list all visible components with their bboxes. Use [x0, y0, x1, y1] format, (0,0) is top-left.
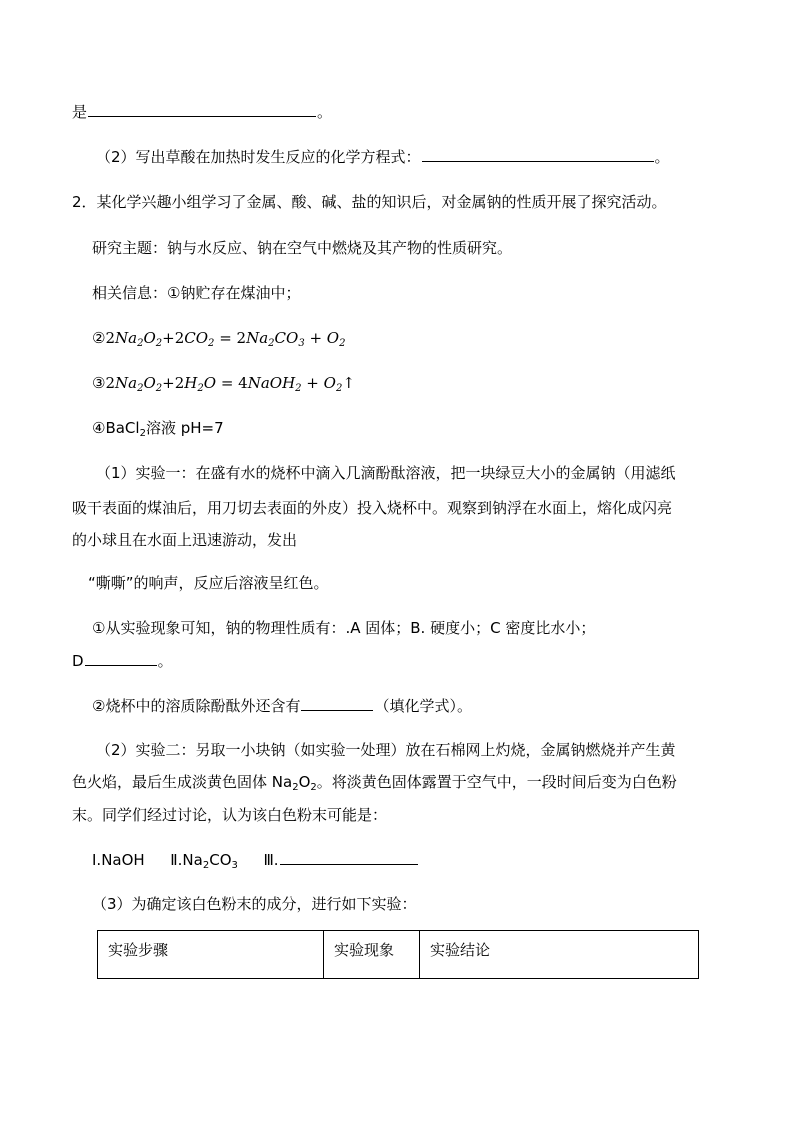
physical-properties-d: D 。	[72, 652, 173, 670]
answer-blank[interactable]	[88, 101, 316, 117]
options-line: Ⅰ.NaOH $Ⅱ.Na_2CO_3$ Ⅲ.	[92, 849, 419, 870]
table-header-phenomena: 实验现象	[324, 931, 420, 979]
physical-properties: ①从实验现象可知，钠的物理性质有：.A 固体；B. 硬度小；C 密度比水小；	[92, 619, 596, 637]
equation-2: $②2Na_2O_2+2CO_2 = 2Na_2CO_3 + O_2$	[92, 329, 346, 349]
gas-arrow-icon: ↑	[342, 374, 355, 392]
table-header-conclusion: 实验结论	[420, 931, 699, 979]
answer-blank[interactable]	[422, 146, 654, 162]
answer-blank[interactable]	[301, 695, 373, 711]
experiment-1-line1: （1）实验一：在盛有水的烧杯中滴入几滴酚酞溶液，把一块绿豆大小的金属钠（用滤纸	[96, 464, 676, 482]
info-4: ④BaCl$_2$溶液 pH=7	[92, 419, 224, 439]
experiment-2-line2: 色火焰，最后生成淡黄色固体 $Na_2O_2$。将淡黄色固体露置于空气中，一段时间后变为白色粉	[72, 773, 677, 793]
experiment-1-line3: 的小球且在水面上迅速游动，发出	[72, 531, 298, 549]
experiment-2-line3: 末。同学们经过讨论，认为该白色粉末可能是：	[72, 806, 388, 824]
answer-line-q1: 是 。	[72, 103, 333, 121]
table-row	[98, 931, 699, 979]
experiment-2-line1: （2）实验二：另取一小块钠（如实验一处理）放在石棉网上灼烧，金属钠燃烧并产生黄	[96, 741, 676, 759]
research-topic: 研究主题：钠与水反应、钠在空气中燃烧及其产物的性质研究。	[92, 239, 513, 257]
answer-blank[interactable]	[85, 650, 157, 666]
equation-3: $③2Na_2O_2+2H_2O$ = 4NaOH$_2$ + $O_2↑$	[92, 374, 355, 394]
experiment-table	[97, 930, 699, 979]
question-1-2: （2）写出草酸在加热时发生反应的化学方程式： 。	[96, 148, 670, 166]
question-3: （3）为确定该白色粉末的成分，进行如下实验：	[92, 895, 417, 913]
experiment-1-line2: 吸干表面的煤油后，用刀切去表面的外皮）投入烧杯中。观察到钠浮在水面上，熔化成闪亮	[72, 499, 673, 517]
question-2-intro: 2．某化学兴趣小组学习了金属、酸、碱、盐的知识后，对金属钠的性质开展了探究活动。	[72, 193, 667, 211]
table-header-steps: 实验步骤	[98, 931, 324, 979]
answer-blank[interactable]	[280, 849, 418, 865]
experiment-1-line4: “嘶嘶”的响声，反应后溶液呈红色。	[88, 574, 329, 592]
solute-question: ②烧杯中的溶质除酚酞外还含有 （填化学式）。	[92, 697, 472, 715]
related-info: 相关信息：①钠贮存在煤油中；	[92, 284, 301, 302]
